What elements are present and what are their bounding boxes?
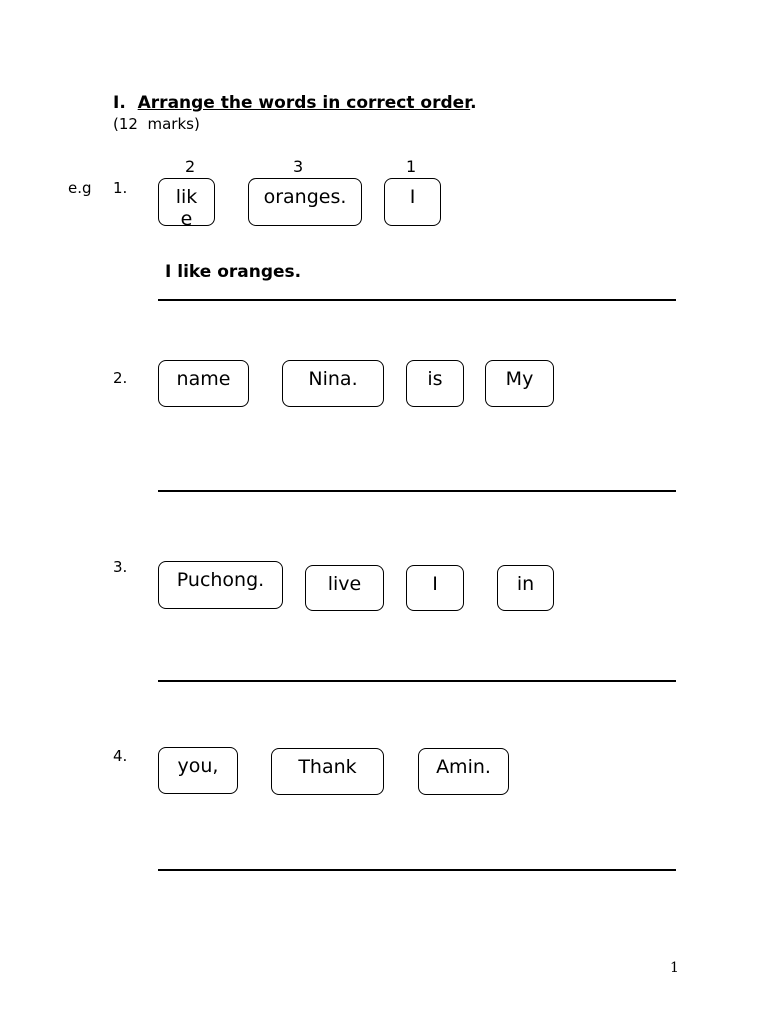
example-word-box-2: oranges. <box>248 178 362 226</box>
answer-line-1[interactable] <box>158 299 676 301</box>
example-word-box-3: I <box>384 178 441 226</box>
example-answer: I like oranges. <box>165 262 302 282</box>
q3-word-box-2: live <box>305 565 384 611</box>
q2-word-box-1: name <box>158 360 249 407</box>
question-number-2: 2. <box>113 369 128 387</box>
order-number-1: 2 <box>185 157 196 176</box>
q3-word-box-1: Puchong. <box>158 561 283 609</box>
section-heading <box>113 93 477 113</box>
q2-word-box-3: is <box>406 360 464 407</box>
q4-word-box-3: Amin. <box>418 748 509 795</box>
answer-line-3[interactable] <box>158 680 676 682</box>
question-number-1: 1. <box>113 179 128 197</box>
section-number: I. <box>113 93 126 113</box>
q3-word-box-4: in <box>497 565 554 611</box>
order-number-2: 3 <box>293 157 304 176</box>
question-number-3: 3. <box>113 558 128 576</box>
section-title: Arrange the words in correct order <box>137 93 471 113</box>
question-number-4: 4. <box>113 747 128 765</box>
example-label: e.g <box>68 179 92 197</box>
section-title-period: . <box>470 93 477 113</box>
answer-line-4[interactable] <box>158 869 676 871</box>
q3-word-box-3: I <box>406 565 464 611</box>
q2-word-box-2: Nina. <box>282 360 384 407</box>
answer-line-2[interactable] <box>158 490 676 492</box>
section-marks: (12 marks) <box>113 115 200 133</box>
q4-word-box-2: Thank <box>271 748 384 795</box>
example-word-box-1: lik e <box>158 178 215 226</box>
page-number: 1 <box>670 960 679 976</box>
q4-word-box-1: you, <box>158 747 238 794</box>
order-number-3: 1 <box>406 157 417 176</box>
q2-word-box-4: My <box>485 360 554 407</box>
